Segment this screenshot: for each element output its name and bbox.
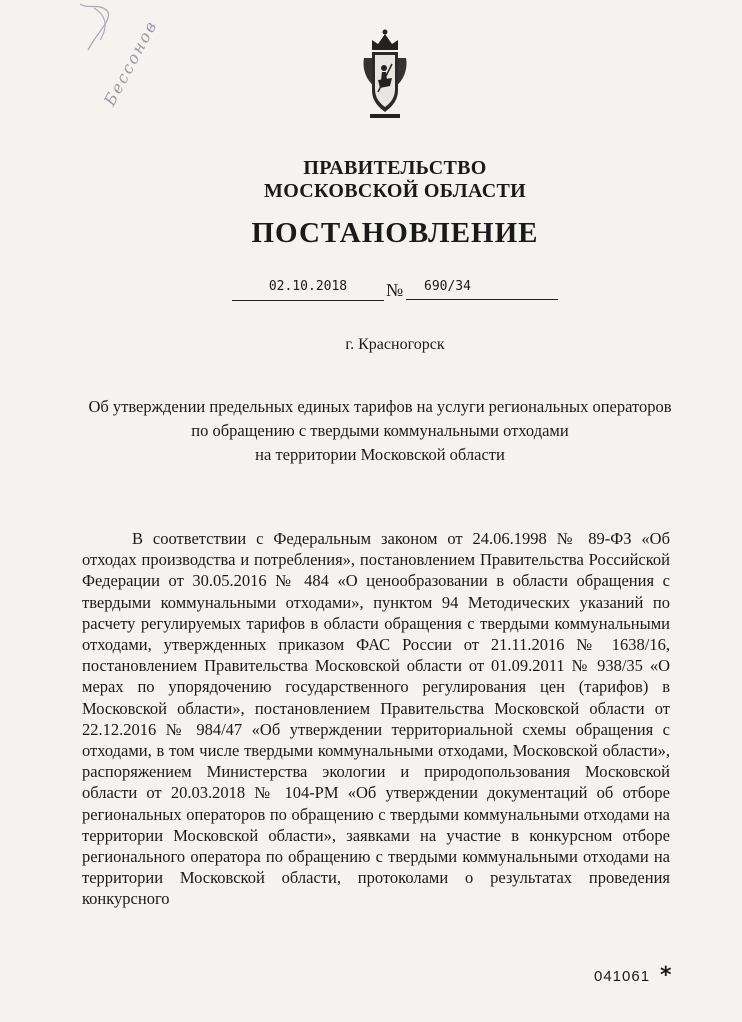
document-number: 690/34 [406,278,558,300]
document-title-line3: на территории Московской области [255,445,505,464]
body-paragraph: В соответствии с Федеральным законом от 24.06.1998 № 89-ФЗ «Об отходах производства и потребления», постановлением Правительства Российской Федерации от 30.05.2016 № 484 «О ценообразовании в области обращения с твердыми коммунальными отходами», пунктом 94 Методических указаний по расчету регулируемых тарифов в области обращения с твердыми коммунальными отходами, утвержденных приказом ФАС России от 21.11.2016 № 1638/16, постановлением Правительства Московской области от 01.09.2011 № 938/35 «О мерах по упорядочению государственного регулирования цен (тарифов) в Московской области», постановлением Правительства Московской области от 22.12.2016 № 984/47 «Об утверждении территориальной схемы обращения с отходами, в том числе твердыми коммунальными отходами, Московской области», распоряжением Министерства экологии и природопользования Московской области от 20.03.2018 № 104-РМ «Об утверждении документаций об отборе региональных операторов по обращению с твердыми коммунальными отходами на территории Московской области», заявками на участие в конкурсном отборе регионального оператора по обращению с твердыми коммунальными отходами на территории Московской области, протоколами о результатах проведения конкурсного [82,529,670,909]
pen-scribble [60,0,130,60]
number-sign: № [386,280,404,300]
government-name-line2: МОСКОВСКОЙ ОБЛАСТИ [264,180,526,202]
document-type: ПОСТАНОВЛЕНИЕ [251,217,539,249]
government-name-line1: ПРАВИТЕЛЬСТВО [303,157,487,179]
document-date: 02.10.2018 [232,278,384,301]
handwritten-note: Бессонов [100,16,162,109]
coat-of-arms-icon [360,28,410,124]
document-body [82,528,670,910]
asterisk-mark: * [660,963,672,988]
serial-number: 041061 [594,968,651,985]
city: г. Красногорск [345,336,445,353]
document-title-line2: по обращению с твердыми коммунальными отходами [191,421,569,440]
document-title-line1: Об утверждении предельных единых тарифов на услуги региональных операторов [88,397,672,416]
